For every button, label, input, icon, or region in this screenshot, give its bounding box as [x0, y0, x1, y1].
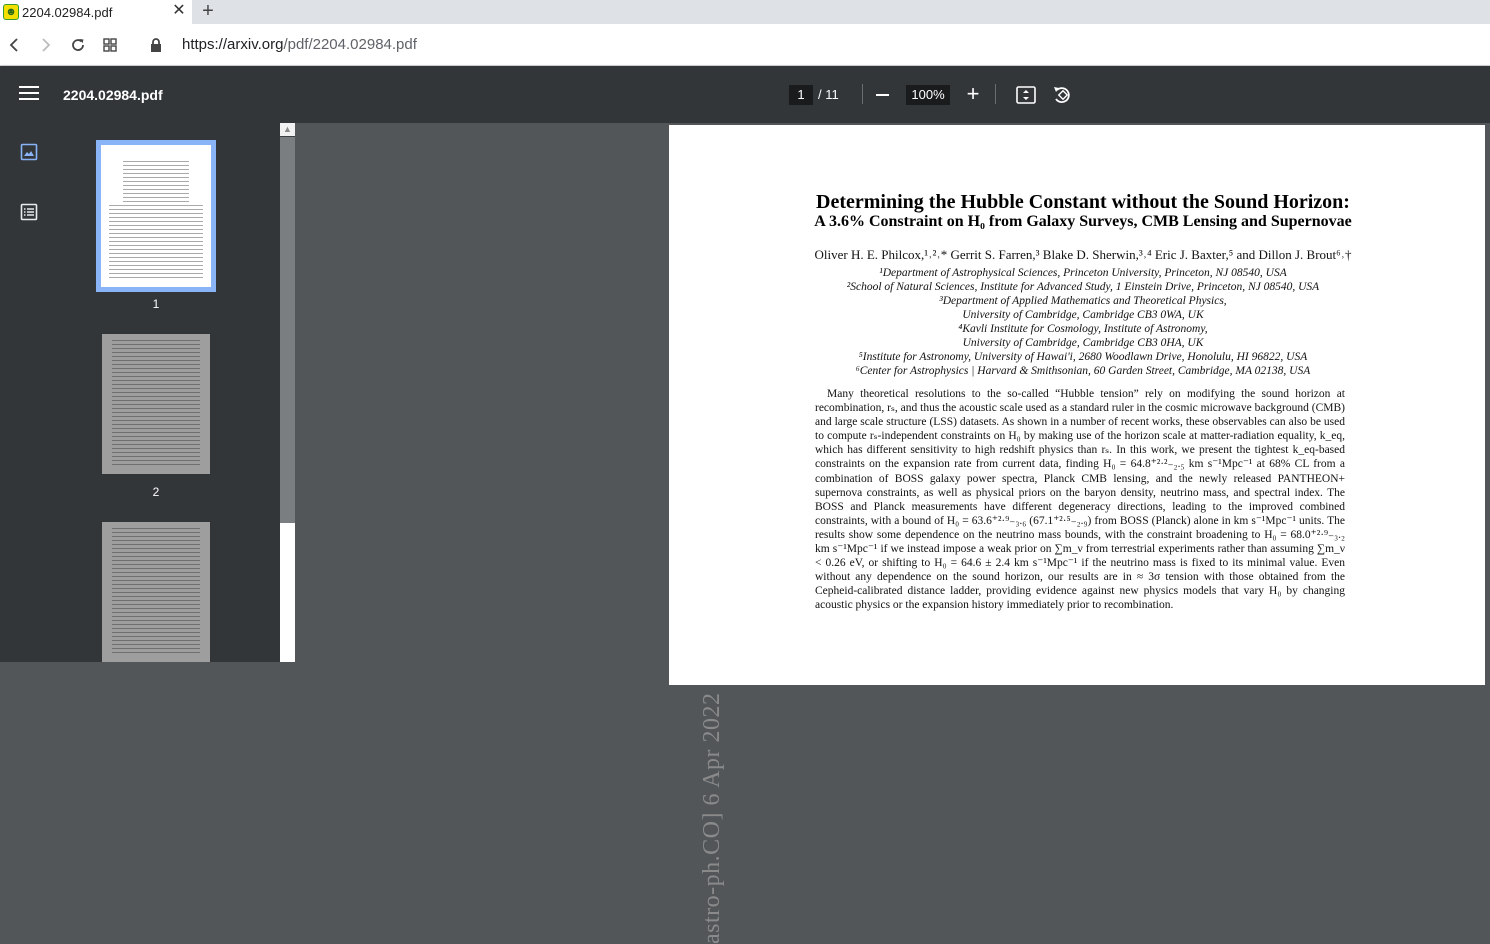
reload-button[interactable]: [66, 33, 90, 57]
thumbnail-text-line: [109, 253, 203, 254]
paper-title-line1: Determining the Hubble Constant without the Sound Horizon:: [816, 191, 1350, 213]
thumbnail-text-line: [112, 640, 200, 641]
fit-to-page-button[interactable]: [1015, 84, 1037, 106]
thumbnail-text-line: [112, 572, 200, 573]
outline-view-button[interactable]: [20, 203, 38, 221]
thumbnail-text-line: [109, 277, 203, 278]
thumbnail-text-line: [112, 408, 200, 409]
thumbnail-text-line: [112, 460, 200, 461]
thumbnail-text-line: [112, 440, 200, 441]
address-bar[interactable]: [182, 36, 417, 53]
abstract-text: Many theoretical resolutions to the so-called “Hubble tension” rely on modifying the sound horizon at recombination, rₛ, and thus the acoustic scale used as a standard ruler in the cosmic microwave background (CMB) and large scale structure (LSS) datasets. As shown in a number of recent works, these observables can also be used to compute rₛ-independent constraints on H₀ by making use of the horizon scale at matter-radiation equality, k_eq, which has different sensitivity to high redshift physics than rₛ. In this work, we present the tightest k_eq-based constraints on the expansion rate from current data, finding H₀ = 64.8⁺²·²₋₂.₅ km s⁻¹Mpc⁻¹ at 68% CL from a combination of BOSS galaxy power spectra, Planck CMB lensing, and the newly released PANTHEON+ supernova constraints, as well as physical priors on the baryon density, neutrino mass, and spectral index. The BOSS and Planck measurements have different degeneracy directions, leading to the improved combined constraints, with a bound of H₀ = 63.6⁺²·⁹₋₃.₆ (67.1⁺²·⁵₋₂.₉) from BOSS (Planck) alone in km s⁻¹Mpc⁻¹ units. The results show some dependence on the neutrino mass bounds, with the constraint broadening to H₀ = 68.0⁺²·⁹₋₃.₂ km s⁻¹Mpc⁻¹ if we instead impose a weak prior on ∑m_ν from terrestrial experiments rather than assuming ∑m_ν < 0.26 eV, or shifting to H₀ = 64.6 ± 2.4 km s⁻¹Mpc⁻¹ if the neutrino mass is fixed to its minimal value. Even without any dependence on the sound horizon, our results are in ≈ 3σ tension with those obtained from the Cepheid-calibrated distance ladder, providing evidence against new physics models that vary H₀ by changing acoustic physics or the expansion history immediately prior to recombination.: [815, 388, 1345, 612]
thumbnail-text-line: [109, 233, 203, 234]
thumbnail-text-line: [123, 201, 189, 202]
page-total: / 11: [818, 87, 839, 102]
thumbnail-text-line: [109, 265, 203, 266]
close-tab-icon[interactable]: ✕: [172, 2, 186, 19]
arxiv-stamp-wrapper: [691, 390, 731, 944]
thumbnail-text-line: [112, 600, 200, 601]
reload-icon: [70, 37, 86, 53]
thumbnail-text-line: [112, 384, 200, 385]
tab-title: 2204.02984.pdf: [22, 4, 113, 20]
toolbar-divider: [862, 84, 863, 104]
thumbnail-text-line: [112, 540, 200, 541]
thumbnail-label: 1: [152, 297, 160, 311]
back-arrow-icon: [6, 37, 22, 53]
affiliation: ⁶Center for Astrophysics | Harvard & Smithsonian, 60 Garden Street, Cambridge, MA 02138, USA: [855, 365, 1311, 377]
thumbnail-text-line: [123, 173, 189, 174]
thumbnail-text-line: [112, 444, 200, 445]
thumbnail-text-line: [112, 644, 200, 645]
thumbnail-text-line: [109, 257, 203, 258]
thumbnail-text-line: [112, 436, 200, 437]
fit-page-icon: [1015, 84, 1037, 106]
thumbnail-text-line: [112, 396, 200, 397]
thumbnail-text-line: [112, 556, 200, 557]
thumbnail-text-line: [112, 344, 200, 345]
thumbnail-text-line: [123, 181, 189, 182]
thumbnail-text-line: [109, 205, 203, 206]
thumbnail-text-line: [123, 189, 189, 190]
thumbnail-text-line: [112, 528, 200, 529]
thumbnail-text-line: [112, 608, 200, 609]
thumbnail-text-line: [112, 616, 200, 617]
thumbnail-text-line: [112, 576, 200, 577]
forward-arrow-icon: [38, 37, 54, 53]
sidebar-scrollbar[interactable]: [280, 123, 295, 662]
thumbnail-text-line: [112, 588, 200, 589]
thumbnail-text-line: [112, 628, 200, 629]
forward-button[interactable]: [34, 33, 58, 57]
zoom-input[interactable]: 100%: [906, 85, 950, 105]
affiliation: ²School of Natural Sciences, Institute for Advanced Study, 1 Einstein Drive, Princeton, NJ 08540, USA: [846, 281, 1320, 293]
thumbnail-text-line: [123, 169, 189, 170]
thumbnail-text-line: [112, 412, 200, 413]
url-host: https://arxiv.org: [182, 36, 284, 53]
page-thumbnail-1[interactable]: [96, 140, 216, 292]
new-tab-button[interactable]: +: [202, 0, 214, 22]
paper-title-line2: A 3.6% Constraint on H₀ from Galaxy Surveys, CMB Lensing and Supernovae: [814, 213, 1352, 230]
affiliation: ¹Department of Astrophysical Sciences, Princeton University, Princeton, NJ 08540, USA: [879, 267, 1287, 279]
thumbnail-text-line: [112, 632, 200, 633]
thumbnail-text-line: [112, 592, 200, 593]
thumbnail-text-line: [112, 416, 200, 417]
rotate-icon: [1051, 84, 1073, 106]
thumbnail-text-line: [112, 596, 200, 597]
browser-tab[interactable]: [0, 0, 192, 24]
thumbnail-text-line: [112, 612, 200, 613]
paper-authors: Oliver H. E. Philcox,¹˒²˒* Gerrit S. Farren,³ Blake D. Sherwin,³˒⁴ Eric J. Baxter,⁵ and Dillon J. Brout⁶˒†: [814, 247, 1352, 262]
thumbnail-text-line: [112, 380, 200, 381]
thumbnail-text-line: [112, 404, 200, 405]
thumbnail-text-line: [109, 245, 203, 246]
thumbnail-text-line: [109, 269, 203, 270]
thumbnail-text-line: [112, 548, 200, 549]
thumbnail-text-line: [112, 636, 200, 637]
pdf-toolbar: [0, 66, 1490, 123]
affiliation: University of Cambridge, Cambridge CB3 0HA, UK: [962, 337, 1204, 349]
thumbnail-text-line: [112, 560, 200, 561]
thumbnail-text-line: [109, 237, 203, 238]
thumbnail-text-line: [112, 368, 200, 369]
lock-icon: [149, 37, 163, 53]
navigation-bar: [0, 24, 1490, 66]
thumbnail-text-line: [112, 456, 200, 457]
menu-icon[interactable]: [19, 86, 39, 104]
thumbnail-text-line: [112, 432, 200, 433]
thumbnail-text-line: [112, 348, 200, 349]
url-path: /pdf/2204.02984.pdf: [283, 36, 417, 53]
affiliation: ⁵Institute for Astronomy, University of Hawai'i, 2680 Woodlawn Drive, Honolulu, HI 96822, USA: [858, 351, 1308, 363]
thumbnail-text-line: [112, 372, 200, 373]
thumbnail-text-line: [109, 213, 203, 214]
thumbnail-text-line: [112, 352, 200, 353]
toolbar-divider: [995, 84, 996, 104]
affiliation: University of Cambridge, Cambridge CB3 0WA, UK: [962, 309, 1204, 321]
thumbnail-text-line: [109, 273, 203, 274]
scrollbar-track[interactable]: [280, 523, 295, 662]
favicon-icon: ☻: [3, 4, 19, 20]
thumbnail-text-line: [109, 209, 203, 210]
thumbnail-text-line: [112, 364, 200, 365]
thumbnail-text-line: [112, 340, 200, 341]
zoom-in-button[interactable]: +: [966, 81, 980, 106]
thumbnail-text-line: [112, 356, 200, 357]
scrollbar-thumb[interactable]: [280, 137, 295, 523]
thumbnail-text-line: [123, 197, 189, 198]
list-icon: [20, 203, 38, 221]
page-thumbnail-2[interactable]: [102, 334, 210, 474]
thumbnail-text-line: [112, 584, 200, 585]
paper-abstract: [815, 387, 1345, 613]
thumbnail-text-line: [112, 580, 200, 581]
thumbnail-text-line: [123, 193, 189, 194]
zoom-out-button[interactable]: [876, 94, 889, 96]
thumbnail-text-line: [109, 241, 203, 242]
thumbnail-text-line: [123, 177, 189, 178]
thumbnail-text-line: [112, 360, 200, 361]
thumbnail-text-line: [112, 420, 200, 421]
thumbnail-text-line: [112, 620, 200, 621]
arxiv-stamp: astro-ph.CO] 6 Apr 2022: [699, 692, 725, 944]
thumbnail-text-line: [112, 428, 200, 429]
thumbnail-text-line: [123, 185, 189, 186]
pdf-page: [669, 125, 1485, 944]
thumbnail-text-line: [112, 604, 200, 605]
thumbnail-text-line: [112, 424, 200, 425]
thumbnail-text-line: [112, 652, 200, 653]
thumbnail-text-line: [112, 564, 200, 565]
page-number-input[interactable]: 1: [789, 85, 813, 105]
pdf-viewer[interactable]: [295, 123, 1490, 944]
thumbnail-text-line: [112, 448, 200, 449]
thumbnail-text-line: [112, 568, 200, 569]
thumbnail-text-line: [112, 532, 200, 533]
thumbnail-text-line: [112, 552, 200, 553]
rotate-button[interactable]: [1051, 84, 1073, 106]
thumbnail-text-line: [112, 648, 200, 649]
apps-grid-icon: [102, 37, 118, 53]
image-icon: [20, 143, 38, 161]
thumbnail-text-line: [112, 536, 200, 537]
thumbnail-text-line: [109, 261, 203, 262]
thumbnail-text-line: [109, 217, 203, 218]
thumbnail-text-line: [112, 400, 200, 401]
page-thumbnail-3[interactable]: [102, 522, 210, 662]
thumbnail-text-line: [109, 229, 203, 230]
pdf-filename: 2204.02984.pdf: [63, 87, 163, 103]
thumbnail-text-line: [109, 221, 203, 222]
affiliation: ⁴Kavli Institute for Cosmology, Institute of Astronomy,: [958, 323, 1208, 335]
back-button[interactable]: [2, 33, 26, 57]
thumbnail-text-line: [112, 452, 200, 453]
thumbnail-label: 2: [152, 485, 160, 499]
thumbnail-text-line: [112, 624, 200, 625]
apps-button[interactable]: [98, 33, 122, 57]
thumbnail-text-line: [112, 392, 200, 393]
tab-strip: [0, 0, 1490, 24]
thumbnail-text-line: [123, 165, 189, 166]
thumbnail-text-line: [109, 225, 203, 226]
scroll-up-arrow-icon[interactable]: ▲: [280, 123, 295, 136]
thumbnail-text-line: [123, 161, 189, 162]
thumbnail-text-line: [112, 544, 200, 545]
secure-lock-icon[interactable]: [144, 33, 168, 57]
affiliation: ³Department of Applied Mathematics and Theoretical Physics,: [939, 295, 1227, 307]
thumbnails-view-button[interactable]: [20, 143, 38, 161]
thumbnail-sidebar: [0, 123, 280, 662]
thumbnail-text-line: [109, 249, 203, 250]
thumbnail-text-line: [112, 464, 200, 465]
thumbnail-text-line: [112, 376, 200, 377]
thumbnail-text-line: [112, 388, 200, 389]
